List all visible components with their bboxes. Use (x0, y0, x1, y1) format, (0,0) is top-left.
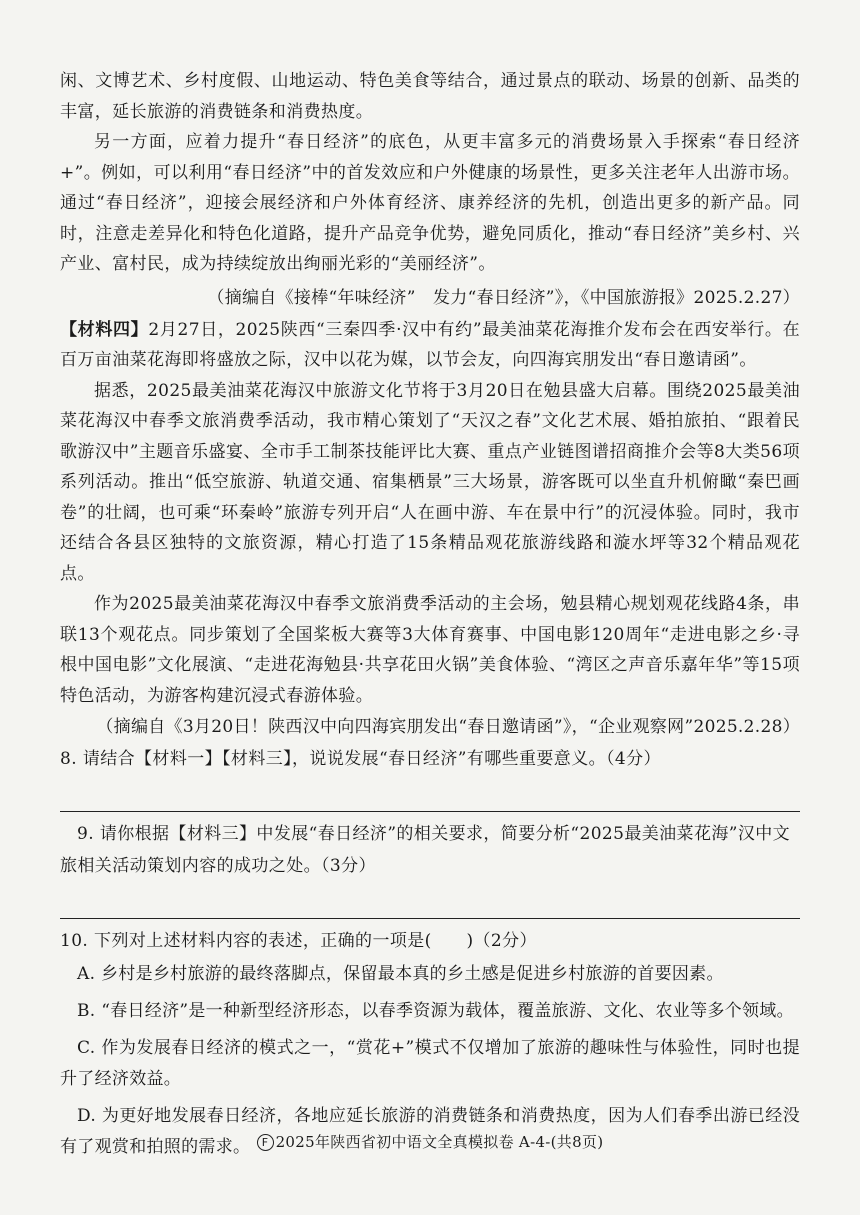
publisher-mark-icon: F (257, 1134, 274, 1151)
question-10: 10. 下列对上述材料内容的表述，正确的一项是( )（2分） (60, 931, 537, 951)
material4-paragraph-2: 据悉，2025最美油菜花海汉中旅游文化节将于3月20日在勉县盛大启幕。围绕2025最美油菜花海汉中春季文旅消费季活动，我市精心策划了“天汉之春”文化艺术展、婚拍旅拍、“跟着民歌游汉中”主题音乐盛宴、全市手工制茶技能评比大赛、重点产业链图谱招商推介会等8大类56项系列活动。推出“低空旅游、轨道交通、宿集栖景”三大场景，游客既可以坐直升机俯瞰“秦巴画卷”的壮阔，也可乘“环秦岭”旅游专列开启“人在画中游、车在景中行”的沉浸体验。同时，我市还结合各县区独特的文旅资源，精心打造了15条精品观花旅游线路和漩水坪等32个精品观花点。 (60, 380, 800, 584)
material4-paragraph-3: 作为2025最美油菜花海汉中春季文旅消费季活动的主会场，勉县精心规划观花线路4条，串联13个观花点。同步策划了全国桨板大赛等3大体育赛事、中国电影120周年“走进电影之乡·寻根中国电影”文化展演、“走进花海勉县·共享花田火锅”美食体验、“湾区之声音乐嘉年华”等15项特色活动，为游客构建沉浸式春游体验。 (60, 594, 800, 706)
answer-line-q9 (60, 918, 800, 919)
material3-paragraph: 另一方面，应着力提升“春日经济”的底色，从更丰富多元的消费场景入手探索“春日经济+”。例如，可以利用“春日经济”中的首发效应和户外健康的场景性，更多关注老年人出游市场。通过“春日经济”，迎接会展经济和户外体育经济、康养经济的先机，创造出更多的新产品。同时，注意走差异化和特色化道路，提升产品竞争优势，避免同质化，推动“春日经济”美乡村、兴产业、富村民，成为持续绽放出绚丽光彩的“美丽经济”。 (60, 132, 800, 274)
option-d: D. 为更好地发展春日经济，各地应延长旅游的消费链条和消费热度，因为人们春季出游已经没有了观赏和拍照的需求。 (60, 1106, 800, 1157)
continued-paragraph: 闲、文博艺术、乡村度假、山地运动、特色美食等结合，通过景点的联动、场景的创新、品类的丰富，延长旅游的消费链条和消费热度。 (60, 71, 800, 122)
material4-label: 【材料四】 (60, 319, 149, 340)
material3-source: （摘编自《接棒“年味经济” 发力“春日经济”》，《中国旅游报》2025.2.27） (207, 287, 800, 308)
answer-line-q8 (60, 811, 800, 812)
material4-intro (60, 315, 800, 376)
page-footer (0, 1131, 860, 1152)
footer-text: 2025年陕西省初中语文全真模拟卷 A-4-(共8页) (275, 1133, 604, 1151)
material4-source: （摘编自《3月20日！陕西汉中向四海宾朋发出“春日邀请函”》，“企业观察网”2025.2.28） (96, 717, 800, 737)
option-b: B. “春日经济”是一种新型经济形态，以春季资源为载体，覆盖旅游、文化、农业等多个领域。 (77, 1001, 794, 1021)
option-a: A. 乡村是乡村旅游的最终落脚点，保留最本真的乡土感是促进乡村旅游的首要因素。 (77, 964, 724, 984)
question-8: 8. 请结合【材料一】【材料三】，说说发展“春日经济”有哪些重要意义。（4分） (60, 749, 661, 769)
option-c: C. 作为发展春日经济的模式之一，“赏花+”模式不仅增加了旅游的趣味性与体验性，同时也提升了经济效益。 (60, 1038, 800, 1089)
material4-intro-text: 2月27日，2025陕西“三秦四季·汉中有约”最美油菜花海推介发布会在西安举行。在百万亩油菜花海即将盛放之际，汉中以花为媒，以节会友，向四海宾朋发出“春日邀请函”。 (60, 319, 800, 370)
question-9: 9. 请你根据【材料三】中发展“春日经济”的相关要求，简要分析“2025最美油菜花海”汉中文旅相关活动策划内容的成功之处。（3分） (60, 824, 791, 876)
